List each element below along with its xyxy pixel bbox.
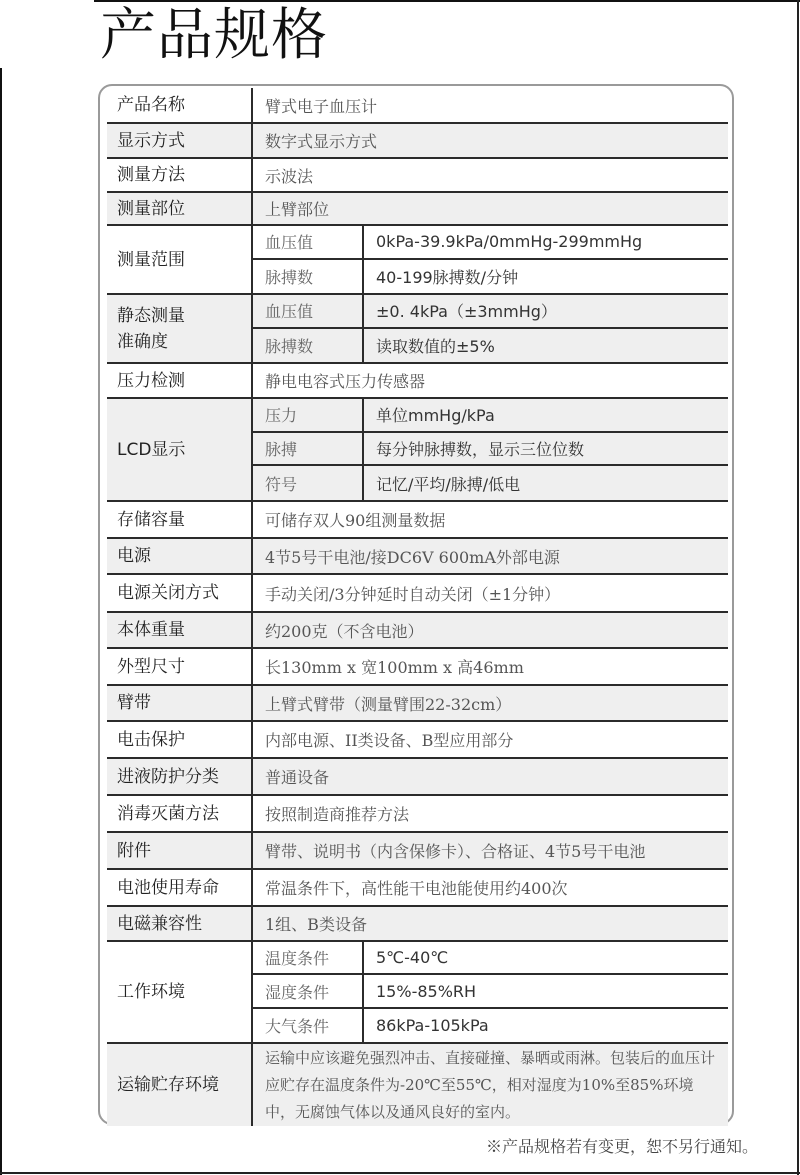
spec-sub-key: 血压值 xyxy=(253,295,364,327)
spec-row xyxy=(107,907,728,942)
spec-label: 工作环境 xyxy=(107,942,253,1042)
spec-value: 按照制造商推荐方法 xyxy=(265,805,410,824)
spec-value: 常温条件下，高性能干电池能使用约400次 xyxy=(265,879,568,898)
spec-row xyxy=(107,686,728,722)
spec-row xyxy=(107,575,728,613)
spec-subrows xyxy=(253,399,728,500)
spec-subrow xyxy=(253,1009,728,1042)
spec-value: 手动关闭/3分钟延时自动关闭（±1分钟） xyxy=(265,584,561,604)
spec-label: 测量方法 xyxy=(107,159,253,191)
spec-row xyxy=(107,833,728,870)
spec-row xyxy=(107,159,728,193)
spec-label: 显示方式 xyxy=(107,124,253,157)
spec-sub-value: 每分钟脉搏数，显示三位位数 xyxy=(376,440,585,460)
spec-row xyxy=(107,399,728,502)
spec-value: 数字式显示方式 xyxy=(265,132,378,151)
spec-subrow xyxy=(253,329,728,362)
spec-sub-key: 脉搏 xyxy=(253,433,364,465)
spec-value: 臂式电子血压计 xyxy=(265,96,378,116)
spec-sub-key: 血压值 xyxy=(253,226,364,258)
spec-sub-key: 符号 xyxy=(253,466,364,500)
spec-sub-value: 86kPa-105kPa xyxy=(376,1015,489,1035)
spec-row xyxy=(107,88,728,124)
spec-sub-key: 温度条件 xyxy=(253,942,364,973)
page-title: 产品规格 xyxy=(100,3,328,68)
spec-label: 臂带 xyxy=(107,686,253,720)
spec-subrow xyxy=(253,295,728,329)
spec-label: LCD显示 xyxy=(107,399,253,500)
spec-sub-value: 40-199脉搏数/分钟 xyxy=(376,267,519,287)
frame-bottom-border xyxy=(0,1172,800,1174)
spec-sub-value: 读取数值的±5% xyxy=(376,336,495,356)
spec-label-line: 静态测量 xyxy=(117,305,185,326)
spec-sub-value: 单位mmHg/kPa xyxy=(376,406,495,426)
spec-value: 1组、B类设备 xyxy=(265,915,367,934)
spec-label: 测量部位 xyxy=(107,193,253,224)
spec-subrow xyxy=(253,975,728,1008)
spec-sub-value: 5℃-40℃ xyxy=(376,948,449,968)
spec-row xyxy=(107,539,728,575)
spec-label: 电源 xyxy=(107,539,253,573)
spec-label: 运输贮存环境 xyxy=(107,1044,253,1126)
spec-sub-key: 大气条件 xyxy=(253,1009,364,1042)
spec-sub-key: 脉搏数 xyxy=(253,329,364,362)
spec-label-line: 准确度 xyxy=(117,331,168,352)
spec-row xyxy=(107,1044,728,1126)
spec-label: 存储容量 xyxy=(107,502,253,537)
spec-subrows xyxy=(253,942,728,1042)
footnote: ※产品规格若有变更，恕不另行通知。 xyxy=(485,1137,758,1156)
spec-value: 静电电容式压力传感器 xyxy=(265,372,426,391)
spec-subrows xyxy=(253,226,728,293)
spec-row xyxy=(107,870,728,907)
spec-table xyxy=(107,88,728,1126)
spec-label: 外型尺寸 xyxy=(107,649,253,684)
spec-subrow xyxy=(253,260,728,293)
spec-row xyxy=(107,502,728,539)
spec-label: 本体重量 xyxy=(107,613,253,647)
spec-sub-value: 15%-85%RH xyxy=(376,981,477,1001)
spec-sub-value: ±0. 4kPa（±3mmHg） xyxy=(376,302,557,322)
spec-label: 电磁兼容性 xyxy=(107,907,253,940)
spec-label: 电池使用寿命 xyxy=(107,870,253,905)
spec-subrow xyxy=(253,466,728,500)
frame-left-border xyxy=(0,68,2,1175)
spec-label xyxy=(107,295,253,362)
spec-subrow xyxy=(253,399,728,433)
spec-value: 上臂式臂带（测量臂围22-32cm） xyxy=(265,694,512,714)
spec-label: 电源关闭方式 xyxy=(107,575,253,611)
spec-subrows xyxy=(253,295,728,362)
spec-label: 产品名称 xyxy=(107,88,253,122)
spec-value: 上臂部位 xyxy=(265,200,330,219)
spec-row xyxy=(107,613,728,649)
spec-value: 运输中应该避免强烈冲击、直接碰撞、暴晒或雨淋。包装后的血压计应贮存在温度条件为-20℃至55℃，相对湿度为10%至85%环境中，无腐蚀气体以及通风良好的室内。 xyxy=(265,1048,716,1121)
spec-subrow xyxy=(253,226,728,260)
spec-row xyxy=(107,124,728,159)
spec-row xyxy=(107,193,728,226)
spec-label: 消毒灭菌方法 xyxy=(107,796,253,831)
spec-sub-key: 湿度条件 xyxy=(253,975,364,1006)
spec-value: 示波法 xyxy=(265,166,314,186)
spec-label: 进液防护分类 xyxy=(107,759,253,794)
spec-row xyxy=(107,226,728,295)
spec-sub-key: 脉搏数 xyxy=(253,260,364,293)
spec-row xyxy=(107,722,728,759)
spec-sub-value: 记忆/平均/脉搏/低电 xyxy=(376,474,521,494)
spec-subrow xyxy=(253,942,728,975)
spec-value: 可储存双人90组测量数据 xyxy=(265,511,446,530)
spec-value: 臂带、说明书（内含保修卡）、合格证、4节5号干电池 xyxy=(265,842,646,861)
spec-value: 内部电源、II类设备、B型应用部分 xyxy=(265,731,514,750)
spec-row xyxy=(107,796,728,833)
spec-value: 约200克（不含电池） xyxy=(265,621,424,641)
spec-row xyxy=(107,649,728,686)
frame-right-border xyxy=(797,0,799,1175)
spec-row xyxy=(107,942,728,1044)
spec-label: 测量范围 xyxy=(107,226,253,293)
spec-row xyxy=(107,364,728,399)
spec-row xyxy=(107,759,728,796)
spec-label: 压力检测 xyxy=(107,364,253,397)
spec-value: 4节5号干电池/接DC6V 600mA外部电源 xyxy=(265,547,560,567)
spec-label: 电击保护 xyxy=(107,722,253,757)
spec-sub-key: 压力 xyxy=(253,399,364,431)
spec-subrow xyxy=(253,433,728,467)
spec-sub-value: 0kPa-39.9kPa/0mmHg-299mmHg xyxy=(376,232,643,252)
spec-value: 长130mm x 宽100mm x 高46mm xyxy=(265,658,524,677)
spec-value: 普通设备 xyxy=(265,768,330,787)
spec-label: 附件 xyxy=(107,833,253,868)
spec-row xyxy=(107,295,728,364)
